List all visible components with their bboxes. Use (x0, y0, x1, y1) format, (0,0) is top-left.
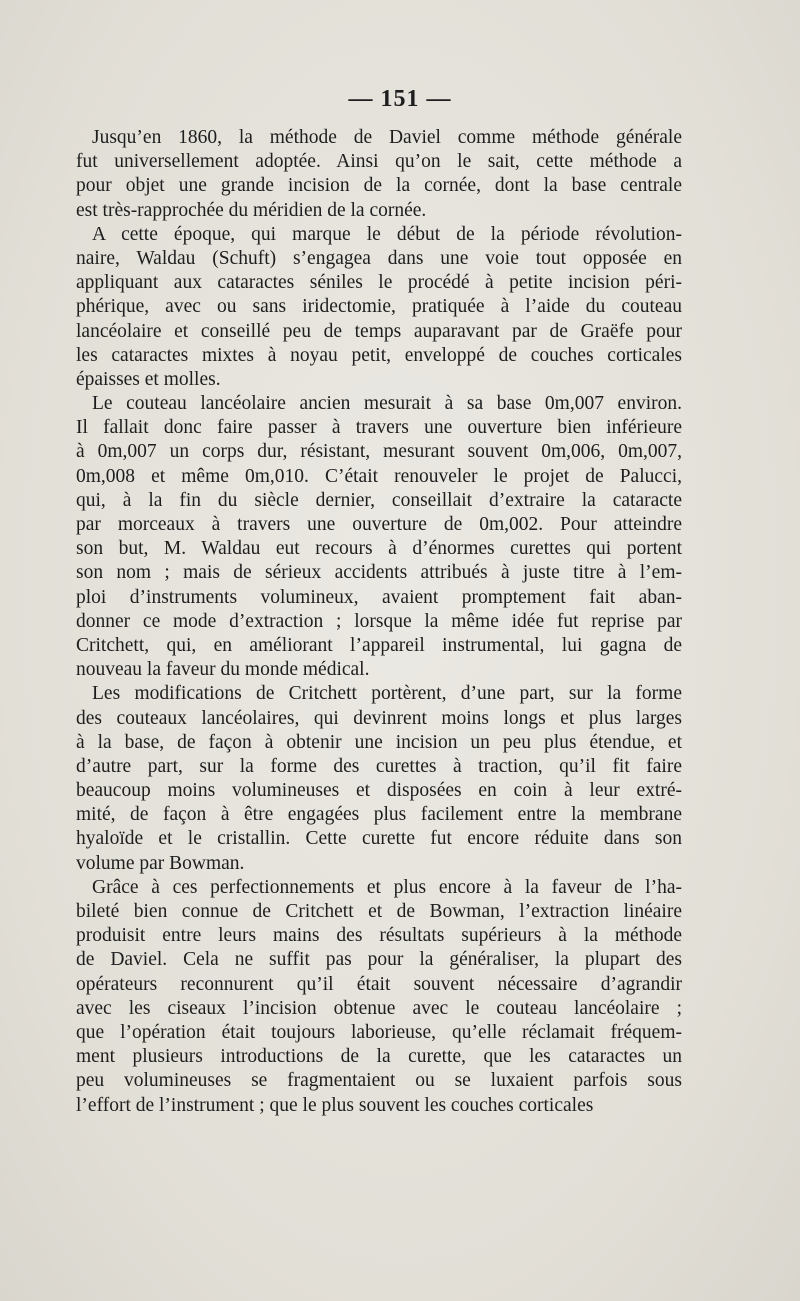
paragraph (76, 392, 682, 682)
text-line: volume par Bowman. (76, 852, 245, 874)
text-line: son but, M. Waldau eut recours à d’énormes curettes qui portent (76, 538, 682, 560)
text-line: que l’opération était toujours laborieuse, qu’elle réclamait fréquem- (76, 1021, 682, 1043)
text-line: Les modifications de Critchett portèrent, d’une part, sur la forme (92, 683, 682, 705)
text-line: par morceaux à travers une ouverture de 0m,002. Pour atteindre (76, 514, 682, 535)
paragraph (76, 876, 682, 1118)
text-line: pour objet une grande incision de la cornée, dont la base centrale (76, 175, 682, 197)
page-number: — 151 — (348, 86, 452, 112)
text-line: de Daviel. Cela ne suffit pas pour la généraliser, la plupart des (76, 949, 682, 971)
text-line: peu volumineuses se fragmentaient ou se luxaient parfois sous (76, 1070, 682, 1092)
text-line: Grâce à ces perfectionnements et plus encore à la faveur de l’ha- (92, 876, 682, 898)
text-line: qui, à la fin du siècle dernier, conseillait d’extraire la cataracte (76, 489, 682, 511)
text-line: phérique, avec ou sans iridectomie, pratiquée à l’aide du couteau (76, 296, 682, 318)
text-line: hyaloïde et le cristallin. Cette curette fut encore réduite dans son (76, 828, 682, 850)
text-line: son nom ; mais de sérieux accidents attribués à juste titre à l’em- (76, 562, 682, 584)
text-line: d’autre part, sur la forme des curettes à traction, qu’il fit faire (76, 755, 682, 777)
text-line: l’effort de l’instrument ; que le plus souvent les couches corticales (76, 1094, 594, 1116)
text-line: opérateurs reconnurent qu’il était souvent nécessaire d’agrandir (76, 973, 682, 995)
text-line: ploi d’instruments volumineux, avaient promptement fait aban- (76, 586, 682, 608)
text-line: des couteaux lancéolaires, qui devinrent moins longs et plus larges (76, 707, 682, 729)
text-line: les cataractes mixtes à noyau petit, enveloppé de couches corticales (76, 344, 682, 366)
paragraph (76, 682, 682, 876)
text-line: Jusqu’en 1860, la méthode de Daviel comme méthode générale (92, 127, 682, 148)
text-line: mité, de façon à être engagées plus facilement entre la membrane (76, 804, 682, 826)
text-line: 0m,008 et même 0m,010. C’était renouveler le projet de Palucci, (76, 465, 682, 487)
paragraph (76, 223, 682, 392)
text-line: naire, Waldau (Schuft) s’engagea dans une voie tout opposée en (76, 247, 682, 269)
text-line: est très-rapprochée du méridien de la cornée. (76, 199, 427, 221)
text-line: à 0m,007 un corps dur, résistant, mesurant souvent 0m,006, 0m,007, (76, 441, 682, 463)
text-line: avec les ciseaux l’incision obtenue avec le couteau lancéolaire ; (76, 997, 682, 1019)
text-line: lancéolaire et conseillé peu de temps auparavant par de Graëfe pour (76, 320, 682, 342)
text-line: à la base, de façon à obtenir une incision un peu plus étendue, et (76, 731, 682, 753)
text-line: bileté bien connue de Critchett et de Bowman, l’extraction linéaire (76, 901, 682, 922)
text-line: beaucoup moins volumineuses et disposées en coin à leur extré- (76, 780, 682, 802)
text-line: épaisses et molles. (76, 368, 221, 390)
text-line: Le couteau lancéolaire ancien mesurait à sa base 0m,007 environ. (92, 393, 682, 415)
text-line: nouveau la faveur du monde médical. (76, 659, 370, 681)
text-line: ment plusieurs introductions de la curette, que les cataractes un (76, 1046, 682, 1068)
paragraph (76, 126, 682, 223)
text-line: produisit entre leurs mains des résultats supérieurs à la méthode (76, 925, 682, 947)
text-line: Critchett, qui, en améliorant l’appareil instrumental, lui gagna de (76, 634, 682, 656)
text-line: Il fallait donc faire passer à travers une ouverture bien inférieure (76, 417, 682, 439)
text-line: fut universellement adoptée. Ainsi qu’on le sait, cette méthode a (76, 151, 682, 173)
text-line: appliquant aux cataractes séniles le procédé à petite incision péri- (76, 272, 682, 294)
text-line: donner ce mode d’extraction ; lorsque la même idée fut reprise par (76, 610, 682, 632)
text-line: A cette époque, qui marque le début de la période révolution- (92, 223, 682, 245)
body-text (76, 126, 682, 1118)
